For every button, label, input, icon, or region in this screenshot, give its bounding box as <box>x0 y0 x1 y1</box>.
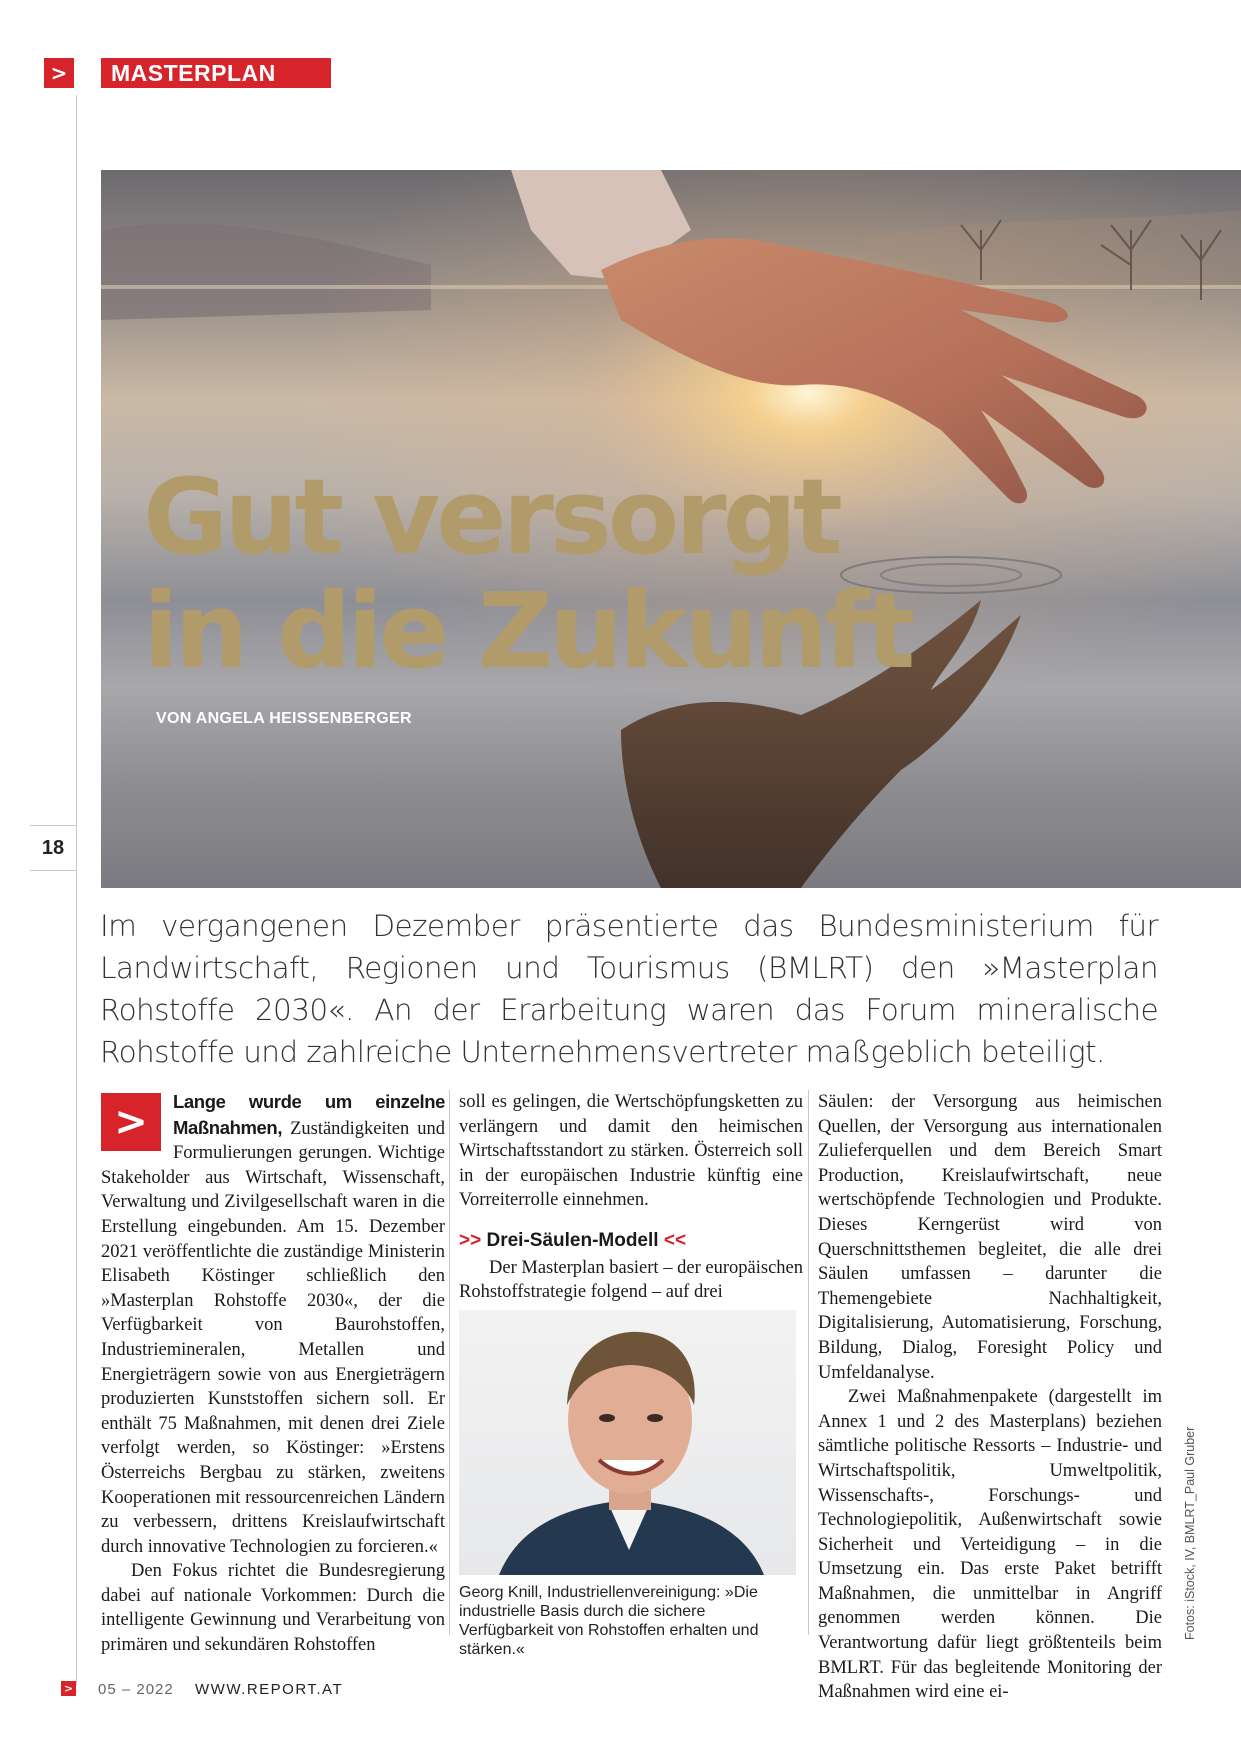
page-number: 18 <box>30 825 77 871</box>
headline <box>143 456 912 692</box>
dropcap-arrow-icon: > <box>101 1093 161 1151</box>
portrait-illustration <box>459 1310 796 1575</box>
subheading-text: Drei-Säulen-Modell <box>486 1229 659 1251</box>
paragraph-text: Zuständigkeiten und Formulierungen gerungen. Wichtige Stakeholder aus Wirtschaft, Wissenschaft, Verwaltung und Zivilgesellschaft waren in die Erstellung eingebunden. Am 15. Dezember 2021 veröffentlichte die zuständige Ministerin Elisabeth Köstinger schließlich den »Masterplan Rohstoffe 2030«, der die Verfügbarkeit von Baurohstoffen, Industriemineralen, Metallen und Energieträgern sowie von aus Energieträgern produzierten Kunststoffen sichern soll. Er enthält 75 Maßnahmen, mit denen drei Ziele verfolgt werden, so Köstinger: »Erstens Österreichs Bergbau zu stärken, zweitens Kooperationen mit ressourcenreichen Ländern zu verbessern, drittens Kreislaufwirtschaft durch innovative Technologien zu forcieren.« <box>101 1118 445 1557</box>
article-paragraph: Säulen: der Versorgung aus heimischen Quellen, der Versorgung aus internationalen Zulieferquellen und dem Bereich Smart Production, Kreislaufwirtschaft, neue wertschöpfende Technologien und Produkte. Dieses Kerngerüst wird von Querschnittsthemen begleitet, die alle drei Säulen umfassen – darunter die Themengebiete Nachhaltigkeit, Digitalisierung, Automatisierung, Forschung, Bildung, Dialog, Foresight Policy und Umfeldanalyse. <box>818 1092 1162 1383</box>
portrait-photo <box>459 1310 796 1575</box>
issue-label: 05 – 2022 <box>98 1681 174 1698</box>
headline-line-1: Gut versorgt <box>143 456 839 578</box>
article-column-3 <box>818 1090 1162 1705</box>
article-paragraph: Der Masterplan basiert – der europäischen Rohstoffstrategie folgend – auf drei <box>459 1257 803 1303</box>
subhead-open-chevron-icon: >> <box>459 1229 482 1251</box>
footer-arrow-icon: > <box>61 1681 76 1696</box>
lead-in: Lange wurde um einzelne Maßnahmen, <box>173 1091 445 1138</box>
headline-line-2: in die Zukunft <box>143 570 912 692</box>
subheading <box>459 1229 803 1254</box>
photo-caption: Georg Knill, Industriellenvereinigung: »Die industrielle Basis durch die sichere Verfügbarkeit von Rohstoffen erhalten und stärken.« <box>459 1584 759 1658</box>
section-arrow-icon: > <box>44 58 74 88</box>
byline: VON ANGELA HEISSENBERGER <box>156 710 412 727</box>
column-divider <box>808 1090 809 1635</box>
article-paragraph: soll es gelingen, die Wertschöpfungsketten zu verlängern und damit den heimischen Wirtschaftsstandort zu stärken. Österreich soll in der europäischen Industrie künftig eine Vorreiterrolle einnehmen. <box>459 1092 803 1211</box>
article-paragraph: Den Fokus richtet die Bundesregierung dabei auf nationale Vorkommen: Durch die intelligente Gewinnung und Verarbeitung von primären und sekundären Rohstoffen <box>101 1561 445 1656</box>
margin-rule <box>76 95 77 1685</box>
subhead-close-chevron-icon: << <box>663 1229 687 1251</box>
article-column-1 <box>101 1090 445 1658</box>
article-column-2 <box>459 1090 803 1305</box>
column-divider <box>449 1090 450 1635</box>
lead-paragraph: Im vergangenen Dezember präsentierte das Bundesministerium für Landwirtschaft, Regionen und Tourismus (BMLRT) den »Masterplan Rohstoffe 2030«. An der Erarbeitung waren das Forum mineralische Rohstoffe und zahlreiche Unternehmensvertreter maßgeblich beteiligt. <box>100 909 1158 1069</box>
website-link[interactable]: WWW.REPORT.AT <box>195 1681 344 1698</box>
article-paragraph: Zwei Maßnahmenpakete (dargestellt im Annex 1 und 2 des Masterplans) beziehen sämtliche politische Ressorts – Industrie- und Wirtschaftspolitik, Umweltpolitik, Wissenschafts-, Forschungs- und Technologiepolitik, Außenwirtschaft sowie Sicherheit und Verteidigung – in die Umsetzung ein. Das erste Paket betrifft Maßnahmen, die unmittelbar in Angriff genommen werden können. Die Verantwortung dafür liegt größtenteils beim BMLRT. Für das begleitende Monitoring der Maßnahmen wird eine ei- <box>818 1387 1162 1703</box>
section-rubric: MASTERPLAN <box>101 58 331 88</box>
photo-credit: Fotos: iStock, IV, BMLRT_Paul Gruber <box>1183 1426 1197 1640</box>
article-paragraph <box>101 1090 445 1559</box>
